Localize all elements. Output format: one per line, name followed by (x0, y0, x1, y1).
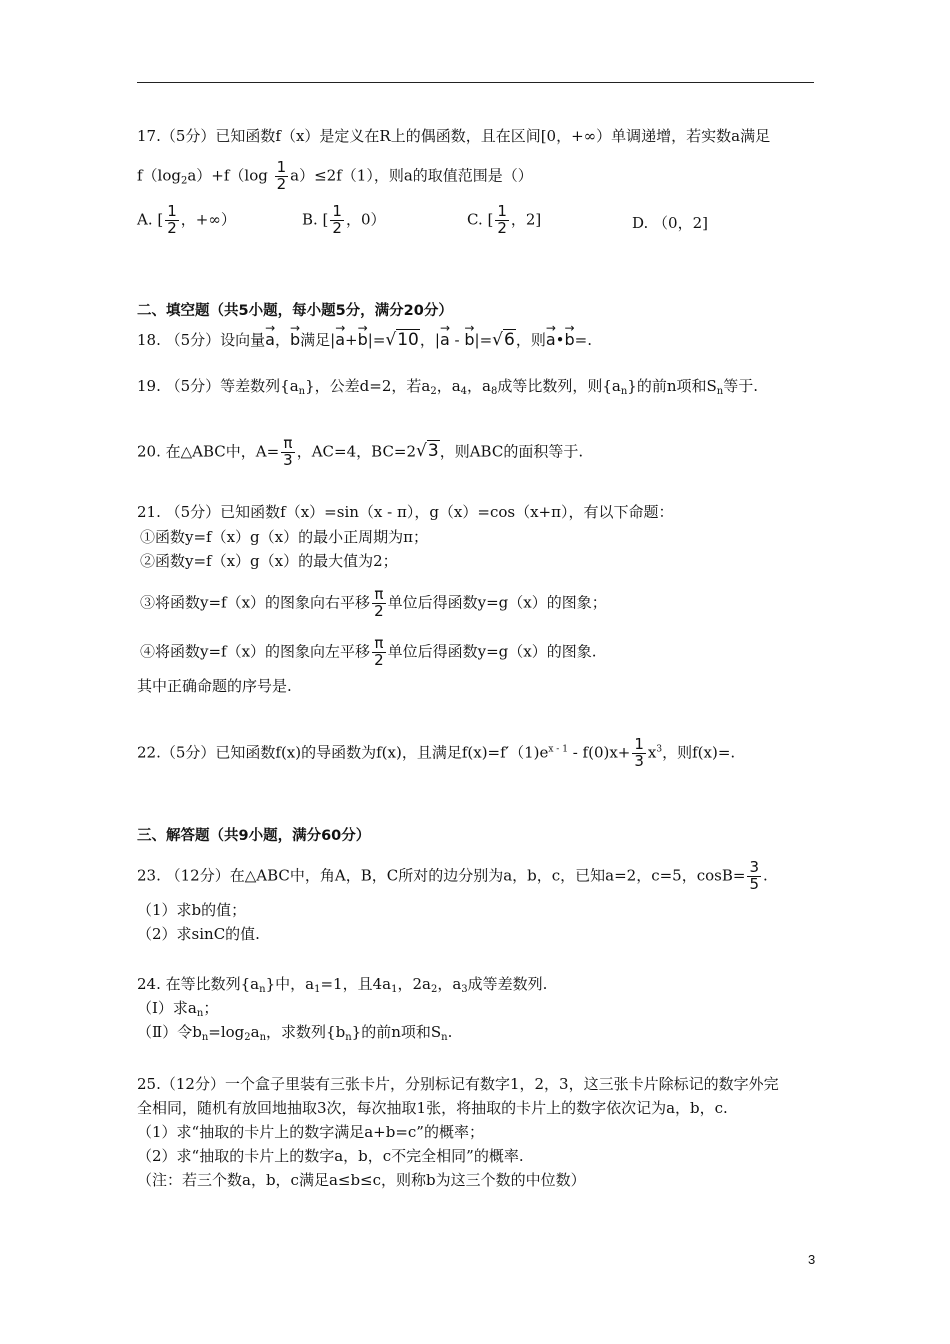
fraction-one-third: $\frac{1}{3}$ (634, 735, 644, 770)
q17-option-c: C. [ $\frac{1}{2}$ ，2] (467, 202, 542, 237)
q25-line1: 25.（12分）一个盒子里装有三张卡片，分别标记有数字1，2，3，这三张卡片除标记的数字外完 (137, 1075, 779, 1093)
q19-line: 19. （5分）等差数列$\{a_n\}$，公差d=2，若$a_2$，$a_4$，$a_8$成等比数列，则$\{a_n\}$的前n项和$S_n$等于. (137, 377, 759, 397)
q17-option-d: D. （0，2] (632, 214, 708, 232)
q25-item2: （2）求“抽取的卡片上的数字a，b，c不完全相同”的概率. (137, 1147, 524, 1165)
fraction-pi-over-3: $\frac{\pi}{3}$ (283, 434, 293, 469)
q21-last-line: 其中正确命题的序号是. (137, 677, 292, 695)
q17-line2: $f(\log_2a)+f(\log$ $\frac{1}{2}$ a）≤2f（1），则a的取值范围是（） (137, 158, 533, 193)
q25-line2: 全相同，随机有放回地抽取3次，每次抽取1张，将抽取的卡片上的数字依次记为a，b，c. (137, 1099, 728, 1117)
q22-line: 22.（5分）已知函数f(x)的导函数为f(x)，且满足$f(x)=f'(1)e^{x - 1} - f(0)x+$ $\frac{1}{3}$ $x^3$，则f(x)=. (137, 735, 736, 770)
section-2-heading: 二、填空题（共5小题，每小题5分，满分20分） (137, 303, 453, 319)
q20-line: 20. 在△ABC中，A= $\frac{\pi}{3}$ ，AC=4，BC=2√3，则ABC的面积等于. (137, 434, 584, 469)
q21-item2: ②函数y=f（x）g（x）的最大值为2； (140, 552, 398, 570)
sqrt-10: √10 (385, 330, 419, 350)
fraction-one-half: $\frac{1}{2}$ (276, 158, 287, 193)
q24-line1: 24. 在等比数列$\{a_n\}$中，$a_1=1$，且$4a_1$，$2a_2$，$a_3$成等差数列. (137, 975, 548, 995)
q23-item2: （2）求sinC的值. (137, 925, 260, 943)
q17-option-a: A. [ $\frac{1}{2}$ ，+∞） (137, 202, 236, 237)
q21-item4: ④将函数y=f（x）的图象向左平移 $\frac{\pi}{2}$ 单位后得函数y=g（x）的图象. (140, 634, 597, 669)
q25-item1: （1）求“抽取的卡片上的数字满足a+b=c”的概率； (137, 1123, 484, 1141)
page-number: 3 (808, 1252, 816, 1267)
q18-line: 18. （5分）设向量→ a，→ b满足|→ a+→ b|=√10，|→ a - → b|=√6，则→ a•→ b=. (137, 324, 592, 350)
sqrt-3: √3 (416, 441, 439, 462)
q21-item1: ①函数y=f（x）g（x）的最小正周期为π； (140, 528, 428, 546)
q17-line1: 17.（5分）已知函数f（x）是定义在R上的偶函数，且在区间[0，+∞）单调递增，若实数a满足 (137, 127, 771, 145)
q23-line1: 23. （12分）在△ABC中，角A，B，C所对的边分别为a，b，c，已知a=2，c=5，cosB= $\frac{3}{5}$ . (137, 858, 768, 893)
q17-option-b: B. [ $\frac{1}{2}$ ，0） (302, 202, 386, 237)
header-rule (137, 82, 814, 83)
q24-item2: （Ⅱ）令$b_n=\log_2a_n$，求数列$\{b_n\}$的前n项和$S_n$. (137, 1023, 453, 1043)
q24-item1: （Ⅰ）求$a_n$； (137, 999, 219, 1019)
section-3-heading: 三、解答题（共9小题，满分60分） (137, 828, 371, 844)
q21-item3: ③将函数y=f（x）的图象向右平移 $\frac{\pi}{2}$ 单位后得函数y=g（x）的图象； (140, 585, 607, 620)
fraction-three-fifths: $\frac{3}{5}$ (749, 858, 759, 893)
q21-line1: 21. （5分）已知函数f（x）=sin（x - π），g（x）=cos（x+π），有以下命题： (137, 503, 674, 521)
sqrt-6: √6 (492, 330, 515, 350)
q23-item1: （1）求b的值； (137, 901, 247, 919)
q25-note: （注：若三个数a，b，c满足a≤b≤c，则称b为这三个数的中位数） (137, 1171, 586, 1189)
